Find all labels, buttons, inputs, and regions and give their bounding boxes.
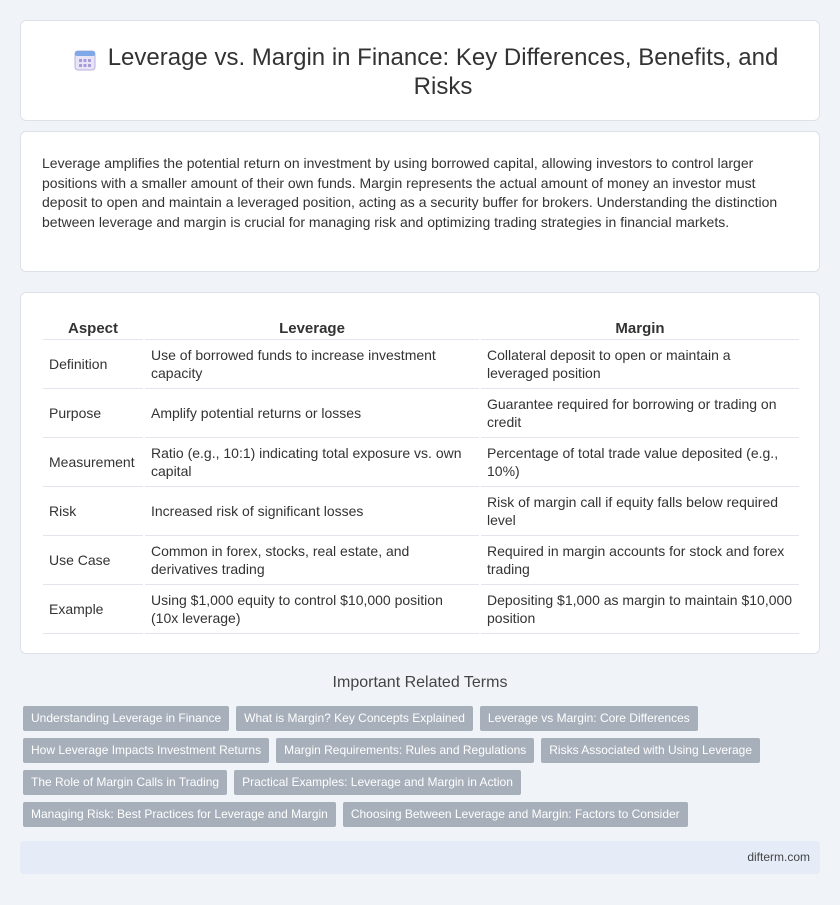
table-row [43,486,799,535]
related-terms-heading: Important Related Terms [332,674,508,691]
leverage-cell: Ratio (e.g., 10:1) indicating total exposure vs. own capital [144,437,480,486]
related-term-link[interactable]: How Leverage Impacts Investment Returns [23,738,269,763]
leverage-cell: Using $1,000 equity to control $10,000 position (10x leverage) [144,584,480,633]
tag-row [23,738,803,763]
page-title: Leverage vs. Margin in Finance: Key Differences, Benefits, and Risks [107,44,779,100]
header-margin: Margin [480,315,799,339]
intro-card [20,131,820,272]
related-term-link[interactable]: Understanding Leverage in Finance [23,706,229,731]
header-card [20,20,820,121]
aspect-cell: Definition [43,339,144,388]
margin-cell: Percentage of total trade value deposited (e.g., 10%) [480,437,799,486]
table-row [43,437,799,486]
aspect-cell: Risk [43,486,144,535]
aspect-cell: Purpose [43,388,144,437]
tag-row [23,802,803,827]
aspect-cell: Example [43,584,144,633]
related-term-link[interactable]: Managing Risk: Best Practices for Leverage and Margin [23,802,336,827]
leverage-cell: Increased risk of significant losses [144,486,480,535]
related-term-link[interactable]: Choosing Between Leverage and Margin: Factors to Consider [343,802,688,827]
table-row [43,584,799,633]
related-term-link[interactable]: Practical Examples: Leverage and Margin in Action [234,770,521,795]
aspect-cell: Measurement [43,437,144,486]
margin-cell: Guarantee required for borrowing or trading on credit [480,388,799,437]
table-row [43,535,799,584]
table-header-row [43,315,799,339]
site-name[interactable]: difterm.com [747,850,810,864]
leverage-cell: Amplify potential returns or losses [144,388,480,437]
tag-row [23,706,803,731]
calendar-icon [73,48,97,72]
leverage-cell: Common in forex, stocks, real estate, and derivatives trading [144,535,480,584]
related-term-link[interactable]: Margin Requirements: Rules and Regulations [276,738,534,763]
table-row [43,388,799,437]
tag-row [23,770,803,795]
comparison-card [20,292,820,654]
related-term-link[interactable]: The Role of Margin Calls in Trading [23,770,227,795]
margin-cell: Depositing $1,000 as margin to maintain $10,000 position [480,584,799,633]
header-leverage: Leverage [144,315,480,339]
footer-bar [20,841,820,874]
related-terms-list [23,706,803,834]
header-aspect: Aspect [43,315,144,339]
related-term-link[interactable]: Risks Associated with Using Leverage [541,738,760,763]
leverage-cell: Use of borrowed funds to increase investment capacity [144,339,480,388]
margin-cell: Risk of margin call if equity falls below required level [480,486,799,535]
related-term-link[interactable]: Leverage vs Margin: Core Differences [480,706,698,731]
aspect-cell: Use Case [43,535,144,584]
table-row [43,339,799,388]
margin-cell: Required in margin accounts for stock and forex trading [480,535,799,584]
related-term-link[interactable]: What is Margin? Key Concepts Explained [236,706,473,731]
comparison-table [43,315,799,634]
margin-cell: Collateral deposit to open or maintain a leveraged position [480,339,799,388]
intro-paragraph: Leverage amplifies the potential return on investment by using borrowed capital, allowing investors to control larger positions with a smaller amount of their own funds. Margin represents the actual amount of money an investor must deposit to open and maintain a leveraged position, acting as a security buffer for brokers. Understanding the distinction between leverage and margin is crucial for managing risk and optimizing trading strategies in financial markets. [42,155,778,230]
